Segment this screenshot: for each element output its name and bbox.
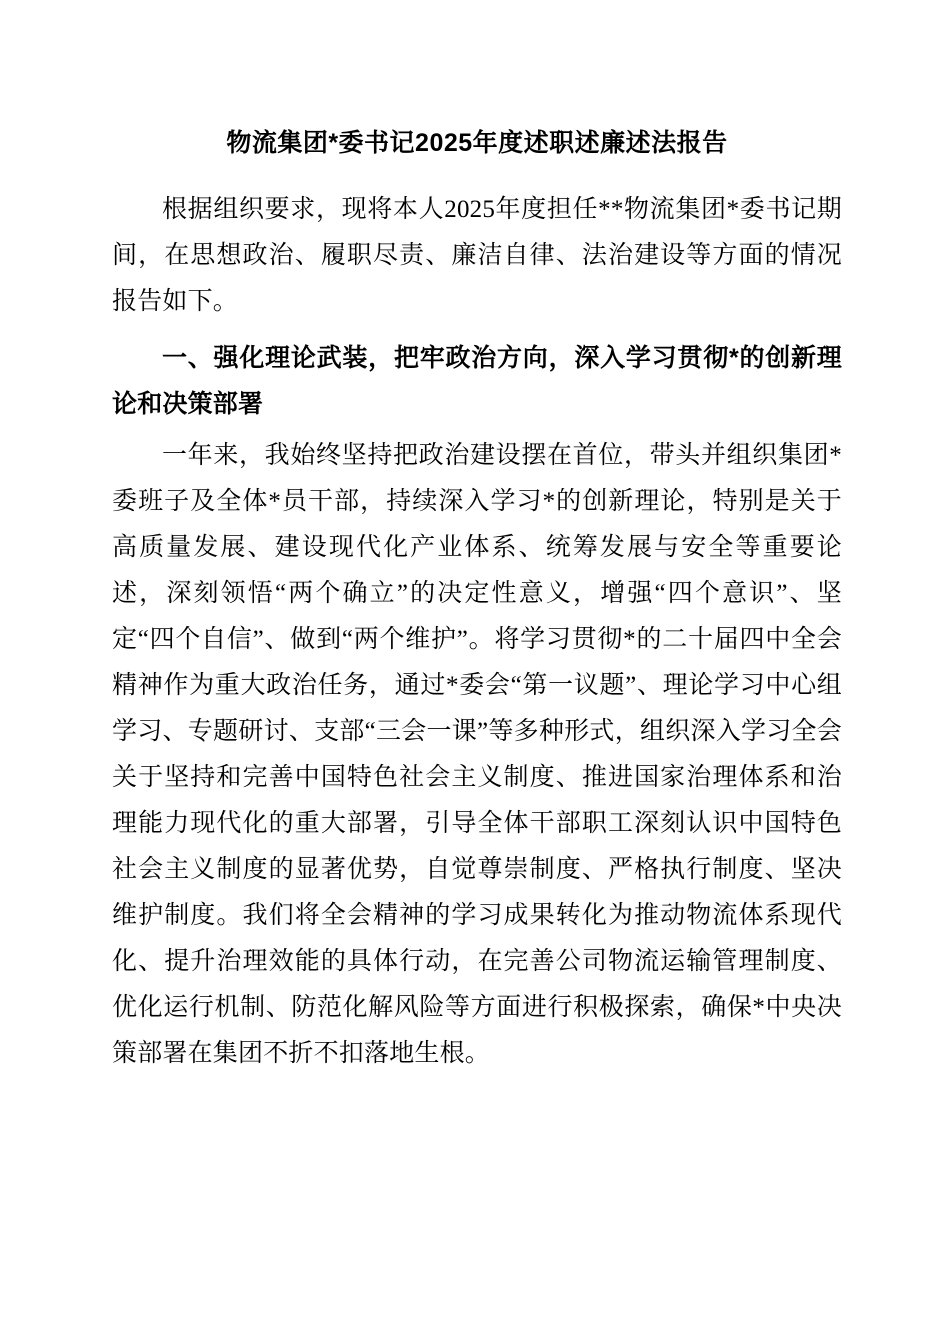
document-title: 物流集团*委书记2025年度述职述廉述法报告	[226, 129, 728, 157]
section-1-paragraph: 一年来，我始终坚持把政治建设摆在首位，带头并组织集团*委班子及全体*员干部，持续深入学习*的创新理论，特别是关于高质量发展、建设现代化产业体系、统筹发展与安全等重要论述，深刻领悟“两个确立”的决定性意义，增强“四个意识”、坚定“四个自信”、做到“两个维护”。将学习贯彻*的二十届四中全会精神作为重大政治任务，通过*委会“第一议题”、理论学习中心组学习、专题研讨、支部“三会一课”等多种形式，组织深入学习全会关于坚持和完善中国特色社会主义制度、推进国家治理体系和治理能力现代化的重大部署，引导全体干部职工深刻认识中国特色社会主义制度的显著优势，自觉尊崇制度、严格执行制度、坚决维护制度。我们将全会精神的学习成果转化为推动物流体系现代化、提升治理效能的具体行动，在完善公司物流运输管理制度、优化运行机制、防范化解风险等方面进行积极探索，确保*中央决策部署在集团不折不扣落地生根。	[112, 442, 842, 1067]
intro-paragraph: 根据组织要求，现将本人2025年度担任**物流集团*委书记期间，在思想政治、履职尽责、廉洁自律、法治建设等方面的情况报告如下。	[112, 196, 842, 315]
section-heading-1: 一、强化理论武装，把牢政治方向，深入学习贯彻*的创新理论和决策部署	[112, 344, 842, 418]
